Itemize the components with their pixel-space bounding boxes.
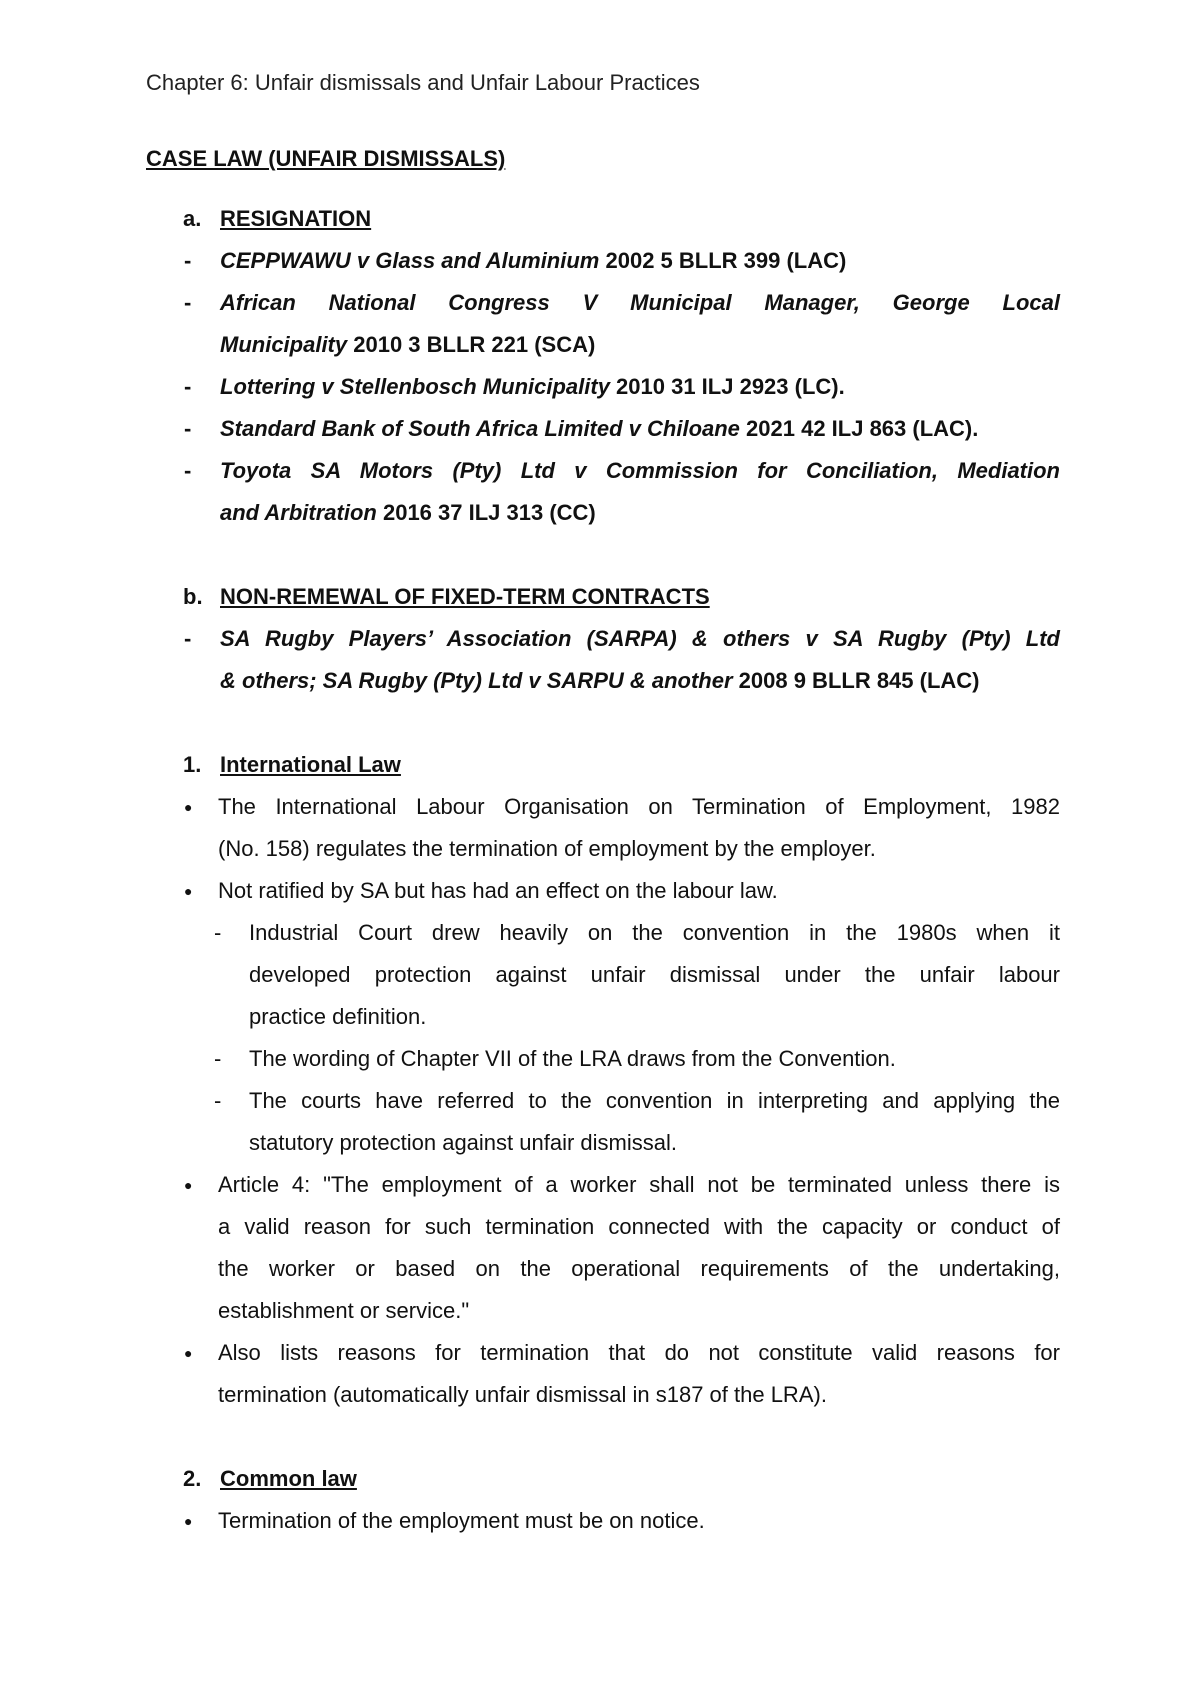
case-citation: 2010 3 BLLR 221 (SCA) bbox=[347, 332, 596, 357]
bullet-icon: ● bbox=[184, 799, 193, 815]
case-dash: - bbox=[184, 458, 192, 483]
case-entry bbox=[220, 240, 846, 282]
bullet-text: Termination of the employment must be on notice. bbox=[218, 1508, 705, 1533]
case-dash: - bbox=[184, 290, 192, 315]
case-entry bbox=[220, 408, 978, 450]
sub-item-text: statutory protection against unfair dismissal. bbox=[249, 1130, 677, 1155]
sub-dash: - bbox=[214, 1046, 222, 1071]
section-b-title: NON-REMEWAL OF FIXED-TERM CONTRACTS bbox=[220, 584, 710, 609]
chapter-title: Chapter 6: Unfair dismissals and Unfair Labour Practices bbox=[146, 70, 700, 95]
bullet-text: the worker or based on the operational requirements of the undertaking, bbox=[218, 1256, 1060, 1281]
sub-dash: - bbox=[214, 1088, 222, 1113]
case-dash: - bbox=[184, 626, 192, 651]
section-2-title: Common law bbox=[220, 1466, 357, 1491]
case-entry bbox=[220, 324, 595, 366]
case-citation: 2016 37 ILJ 313 (CC) bbox=[376, 500, 596, 525]
case-name: and Arbitration bbox=[220, 500, 377, 525]
case-dash: - bbox=[184, 416, 192, 441]
case-name: Municipality bbox=[220, 332, 348, 357]
bullet-text: Not ratified by SA but has had an effect on the labour law. bbox=[218, 878, 778, 903]
case-entry bbox=[220, 492, 596, 534]
case-citation: 2008 9 BLLR 845 (LAC) bbox=[732, 668, 980, 693]
case-name: African National Congress V Municipal Manager, George Local bbox=[220, 290, 1060, 315]
case-name: & others; SA Rugby (Pty) Ltd v SARPU & another bbox=[220, 668, 733, 693]
section-a-title: RESIGNATION bbox=[220, 206, 372, 231]
sub-item-text: The wording of Chapter VII of the LRA draws from the Convention. bbox=[249, 1046, 896, 1071]
sub-item-text: practice definition. bbox=[249, 1004, 427, 1029]
case-dash: - bbox=[184, 248, 192, 273]
case-citation: 2021 42 ILJ 863 (LAC). bbox=[739, 416, 979, 441]
section-1-marker: 1. bbox=[183, 752, 202, 777]
sub-item-text: Industrial Court drew heavily on the convention in the 1980s when it bbox=[249, 920, 1060, 945]
case-entry bbox=[220, 660, 980, 702]
case-dash: - bbox=[184, 374, 192, 399]
section-1-title: International Law bbox=[220, 752, 401, 777]
bullet-text: termination (automatically unfair dismissal in s187 of the LRA). bbox=[218, 1382, 827, 1407]
bullet-text: establishment or service." bbox=[218, 1298, 470, 1323]
case-entry bbox=[220, 366, 845, 408]
bullet-text: Article 4: "The employment of a worker shall not be terminated unless there is bbox=[218, 1172, 1060, 1197]
bullet-text: Also lists reasons for termination that do not constitute valid reasons for bbox=[218, 1340, 1060, 1365]
case-citation: 2010 31 ILJ 2923 (LC). bbox=[609, 374, 845, 399]
bullet-icon: ● bbox=[184, 1177, 193, 1193]
case-name: CEPPWAWU v Glass and Aluminium bbox=[220, 248, 600, 273]
case-name: SA Rugby Players’ Association (SARPA) & others v SA Rugby (Pty) Ltd bbox=[220, 626, 1060, 651]
bullet-icon: ● bbox=[184, 1345, 193, 1361]
bullet-text: a valid reason for such termination connected with the capacity or conduct of bbox=[218, 1214, 1060, 1239]
section-b-marker: b. bbox=[183, 584, 203, 609]
bullet-text: (No. 158) regulates the termination of employment by the employer. bbox=[218, 836, 876, 861]
section-2-marker: 2. bbox=[183, 1466, 202, 1491]
bullet-text: The International Labour Organisation on Termination of Employment, 1982 bbox=[218, 794, 1060, 819]
case-law-heading: CASE LAW (UNFAIR DISMISSALS) bbox=[146, 146, 506, 171]
bullet-icon: ● bbox=[184, 883, 193, 899]
bullet-icon: ● bbox=[184, 1513, 193, 1529]
sub-item-text: developed protection against unfair dismissal under the unfair labour bbox=[249, 962, 1060, 987]
case-name: Standard Bank of South Africa Limited v Chiloane bbox=[220, 416, 740, 441]
case-citation: 2002 5 BLLR 399 (LAC) bbox=[599, 248, 847, 273]
case-name: Lottering v Stellenbosch Municipality bbox=[220, 374, 610, 399]
sub-item-text: The courts have referred to the convention in interpreting and applying the bbox=[249, 1088, 1060, 1113]
section-a-marker: a. bbox=[183, 206, 202, 231]
case-name: Toyota SA Motors (Pty) Ltd v Commission for Conciliation, Mediation bbox=[220, 458, 1060, 483]
sub-dash: - bbox=[214, 920, 222, 945]
